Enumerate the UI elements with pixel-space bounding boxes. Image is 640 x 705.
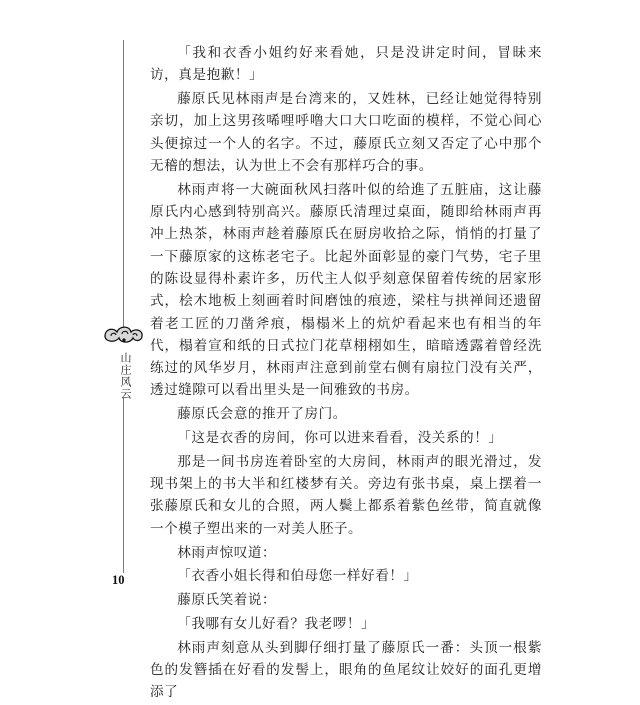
paragraph: 「衣香小姐长得和伯母您一样好看！」 (177, 568, 418, 585)
cloud-ornament-icon (102, 322, 146, 348)
paragraph: 林雨声刻意从头到脚仔细打量了藤原氏一番：头顶一根紫色的发簪插在好看的发髻上，眼角的鱼尾纹让姣好的面孔更增添了 (150, 639, 542, 701)
paragraph: 「我哪有女儿好看？我老啰！」 (177, 615, 376, 632)
paragraph: 「这是衣香的房间，你可以进来看看，没关系的！」 (177, 430, 503, 447)
page-number: 10 (112, 573, 125, 587)
paragraph: 林雨声将一大碗面秋风扫落叶似的给進了五脏庙，这让藤原氏内心感到特别高兴。藤原氏清理过桌面，随即给林雨声再冲上热茶，林雨声趁着藤原氏在厨房收拾之际，悄悄的打量了一下藤原家的这栋老宅子。比起外面彰显的豪门气势，宅子里的陈设显得朴素许多，历代主人似乎刻意保留着传统的居家形式，桧木地板上刻画着时间磨蚀的痕迹，梁柱与拱禅间还遗留着老工匠的刀凿斧痕，榻榻米上的炕炉看起来也有相当的年代，榻着宣和纸的日式拉门花草栩栩如生，暗暗透露着曾经洗练过的风华岁月，林雨声注意到前堂右侧有扇拉门没有关严，透过缝隙可以看出里头是一间雅致的书房。 (150, 181, 542, 399)
paragraph: 林雨声惊叹道： (177, 544, 277, 561)
paragraph: 藤原氏见林雨声是台湾来的，又姓林，已经让她觉得特别亲切，加上这男孩唏哩呼噜大口大口吃面的模样，不觉心间心头便掠过一个人的名字。不过，藤原氏立刻又否定了心中那个无稽的想法，认为世上不会有那样巧合的事。 (150, 91, 542, 174)
paragraph: 「我和衣香小姐约好来看她，只是没讲定时间，冒昧来访，真是抱歉！」 (150, 45, 542, 84)
margin-rule-lower (123, 398, 124, 573)
paragraph: 藤原氏笑着说： (177, 592, 277, 609)
margin-rule-upper (123, 40, 124, 340)
paragraph: 那是一间书房连着卧室的大房间，林雨声的眼光滑过，发现书架上的书大半和红楼梦有关。旁边有张书桌，桌上摆着一张藤原氏和女儿的合照，两人鬓上都系着紫色丝带，简直就像一个模子塑出来的一对美人胚子。 (150, 453, 542, 537)
body-text (150, 42, 542, 705)
running-head-series-title: 山庄风云 (119, 352, 132, 400)
paragraph: 藤原氏会意的推开了房门。 (177, 406, 347, 423)
